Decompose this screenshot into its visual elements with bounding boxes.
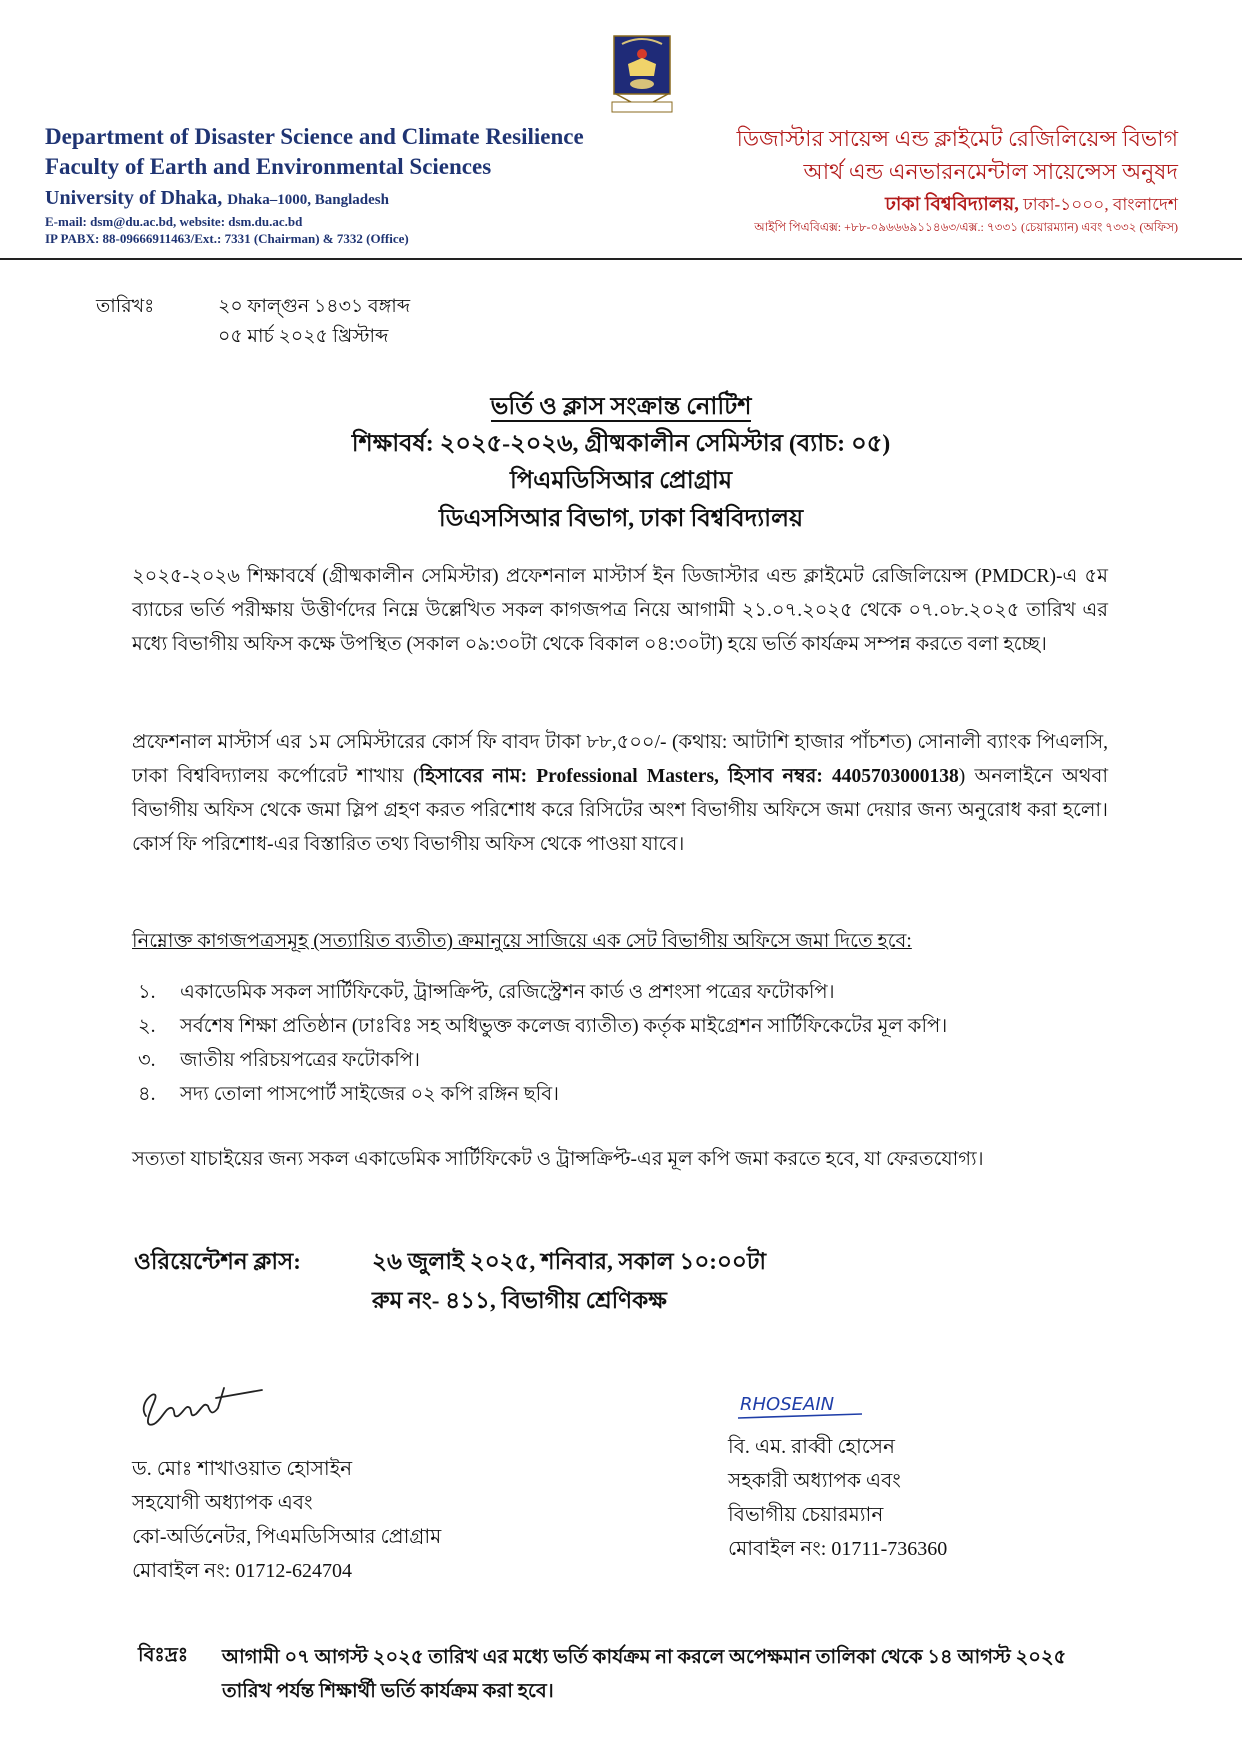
list-item-number: ৩. bbox=[138, 1050, 156, 1071]
list-item-text: জাতীয় পরিচয়পত্রের ফটোকপি। bbox=[180, 1050, 421, 1071]
left-signature-image bbox=[132, 1372, 272, 1434]
english-contact-block bbox=[45, 213, 409, 247]
english-university-location: Dhaka–1000, Bangladesh bbox=[227, 192, 389, 208]
fee-text-post: ) অনলাইনে অথবা বিভাগীয় অফিস থেকে জমা স্লিপ গ্রহণ করত পরিশোধ করে রিসিটের অংশ বিভাগীয় অফিসে জমা দেয়ার জন্য অনুরোধ করা হলো। কোর্স ফি পরিশোধ-এর বিস্তারিত তথ্য বিভাগীয় অফিস থেকে পাওয়া যাবে। bbox=[132, 766, 1109, 855]
date-label: তারিখঃ bbox=[96, 296, 155, 317]
notice-session-line: শিক্ষাবর্ষ: ২০২৫-২০২৬, গ্রীষ্মকালীন সেমিস্টার (ব্যাচ: ০৫) bbox=[351, 431, 891, 457]
list-item-number: ২. bbox=[138, 1016, 156, 1037]
orientation-label: ওরিয়েন্টেশন ক্লাস: bbox=[134, 1249, 301, 1274]
list-item-number: ৪. bbox=[138, 1084, 156, 1105]
bangla-university-line bbox=[885, 190, 1178, 222]
bangla-department-name: ডিজাস্টার সায়েন্স এন্ড ক্লাইমেট রেজিলিয়েন্স বিভাগ bbox=[736, 126, 1178, 151]
account-name: Professional Masters, bbox=[536, 766, 719, 787]
email-website-line: E-mail: dsm@du.ac.bd, website: dsm.du.ac.bd bbox=[45, 214, 303, 229]
list-item-number: ১. bbox=[138, 982, 156, 1003]
list-item bbox=[138, 1046, 420, 1078]
english-faculty-name: Faculty of Earth and Environmental Sciences bbox=[45, 154, 492, 179]
orientation-room: রুম নং- ৪১১, বিভাগীয় শ্রেণিকক্ষ bbox=[372, 1288, 667, 1313]
list-item bbox=[138, 1080, 559, 1112]
account-number: 4405703000138 bbox=[832, 766, 959, 787]
english-university-line bbox=[45, 187, 389, 210]
right-signature-text: RHOSEAIN bbox=[740, 1394, 835, 1415]
date-bangla: ২০ ফাল্গুন ১৪৩১ বঙ্গাব্দ bbox=[218, 296, 411, 317]
list-item-text: একাডেমিক সকল সার্টিফিকেট, ট্রান্সক্রিপ্ট, রেজিস্ট্রেশন কার্ড ও প্রশংসা পত্রের ফটোকপি। bbox=[180, 982, 835, 1003]
english-department-name: Department of Disaster Science and Climate Resilience bbox=[45, 124, 584, 149]
right-signature-image bbox=[736, 1384, 866, 1428]
list-item-text: সদ্য তোলা পাসপোর্ট সাইজের ০২ কপি রঙ্গিন ছবি। bbox=[180, 1084, 560, 1105]
header-divider bbox=[0, 258, 1242, 260]
english-university-name: University of Dhaka, bbox=[45, 187, 223, 209]
bangla-faculty-name: আর্থ এন্ড এনভারনমেন্টাল সায়েন্সেস অনুষদ bbox=[803, 159, 1178, 184]
right-signatory-name: বি. এম. রাব্বী হোসেন bbox=[728, 1436, 895, 1458]
admission-paragraph: ২০২৫-২০২৬ শিক্ষাবর্ষে (গ্রীষ্মকালীন সেমিস্টার) প্রফেশনাল মাস্টার্স ইন ডিজাস্টার এন্ড ক্লাইমেট রেজিলিয়েন্স (PMDCR)-এ ৫ম ব্যাচের ভর্তি পরীক্ষায় উত্তীর্ণদের নিম্নে উল্লেখিত সকল কাগজপত্র নিয়ে আগামী ২১.০৭.২০২৫ থেকে ০৭.০৮.২০২৫ তারিখ এর মধ্যে বিভাগীয় অফিস কক্ষে উপস্থিত (সকাল ০৯:৩০টা থেকে বিকাল ০৪:৩০টা) হয়ে ভর্তি কার্যক্রম সম্পন্ন করতে বলা হচ্ছে। bbox=[132, 566, 1108, 655]
bangla-pabx-line: আইপি পিএবিএক্স: +৮৮-০৯৬৬৬৯১১৪৬৩/এক্স.: ৭৩৩১ (চেয়ারম্যান) এবং ৭৩৩২ (অফিস) bbox=[754, 220, 1178, 234]
right-signatory-title: সহকারী অধ্যাপক এবং bbox=[728, 1470, 901, 1492]
left-signatory-title: সহযোগী অধ্যাপক এবং bbox=[132, 1492, 313, 1514]
account-name-label: হিসাবের নাম: bbox=[419, 766, 537, 787]
right-signatory-role: বিভাগীয় চেয়ারম্যান bbox=[728, 1504, 884, 1526]
account-number-label: হিসাব নম্বর: bbox=[718, 766, 833, 787]
note-label: বিঃদ্রঃ bbox=[138, 1645, 189, 1666]
orientation-datetime: ২৬ জুলাই ২০২৫, শনিবার, সকাল ১০:০০টা bbox=[372, 1249, 767, 1274]
list-item-text: সর্বশেষ শিক্ষা প্রতিষ্ঠান (ঢাঃবিঃ সহ অধিভুক্ত কলেজ ব্যাতীত) কর্তৃক মাইগ্রেশন সার্টিফিকেটের মূল কপি। bbox=[180, 1016, 948, 1037]
course-fee-paragraph bbox=[132, 726, 1108, 862]
pabx-line: IP PABX: 88-09666911463/Ext.: 7331 (Chairman) & 7332 (Office) bbox=[45, 231, 409, 246]
note-text: আগামী ০৭ আগস্ট ২০২৫ তারিখ এর মধ্যে ভর্তি কার্যক্রম না করলে অপেক্ষমান তালিকা থেকে ১৪ আগস্ট ২০২৫ তারিখ পর্যন্ত শিক্ষার্থী ভর্তি কার্যক্রম করা হবে। bbox=[222, 1647, 1067, 1702]
left-signatory-name: ড. মোঃ শাখাওয়াত হোসাইন bbox=[132, 1458, 353, 1480]
documents-heading: নিম্নোক্ত কাগজপত্রসমূহ (সত্যায়িত ব্যতীত) ক্রমানুয়ে সাজিয়ে এক সেট বিভাগীয় অফিসে জমা দিতে হবে: bbox=[132, 931, 912, 952]
notice-title-text: ভর্তি ও ক্লাস সংক্রান্ত নোটিশ bbox=[490, 394, 752, 420]
left-signatory-mobile: মোবাইল নং: 01712-624704 bbox=[132, 1560, 353, 1582]
bangla-university-location: ঢাকা-১০০০, বাংলাদেশ bbox=[1023, 195, 1178, 214]
notice-title bbox=[0, 388, 1242, 428]
list-item bbox=[138, 1012, 947, 1044]
list-item bbox=[138, 978, 835, 1010]
fee-text-pre: প্রফেশনাল মাস্টার্স এর ১ম সেমিস্টারের কোর্স ফি বাবদ টাকা ৮৮,৫০০/- (কথায়: আটাশি হাজার পাঁচশত) সোনালী ব্যাংক পিএলসি, ঢাকা বিশ্ববিদ্যালয় কর্পোরেট শাখায় ( bbox=[132, 732, 1108, 787]
dhaka-university-crest-icon bbox=[608, 32, 676, 116]
notice-department-line: ডিএসসিআর বিভাগ, ঢাকা বিশ্ববিদ্যালয় bbox=[438, 506, 804, 532]
verification-paragraph: সত্যতা যাচাইয়ের জন্য সকল একাডেমিক সার্টিফিকেট ও ট্রান্সক্রিপ্ট-এর মূল কপি জমা করতে হবে, যা ফেরতযোগ্য। bbox=[132, 1149, 984, 1170]
date-gregorian: ০৫ মার্চ ২০২৫ খ্রিস্টাব্দ bbox=[218, 326, 389, 347]
right-signatory-mobile: মোবাইল নং: 01711-736360 bbox=[728, 1538, 948, 1560]
bangla-university-name: ঢাকা বিশ্ববিদ্যালয়, bbox=[885, 194, 1019, 215]
notice-program-line: পিএমডিসিআর প্রোগ্রাম bbox=[509, 468, 733, 494]
left-signatory-role: কো-অর্ডিনেটর, পিএমডিসিআর প্রোগ্রাম bbox=[132, 1526, 442, 1548]
